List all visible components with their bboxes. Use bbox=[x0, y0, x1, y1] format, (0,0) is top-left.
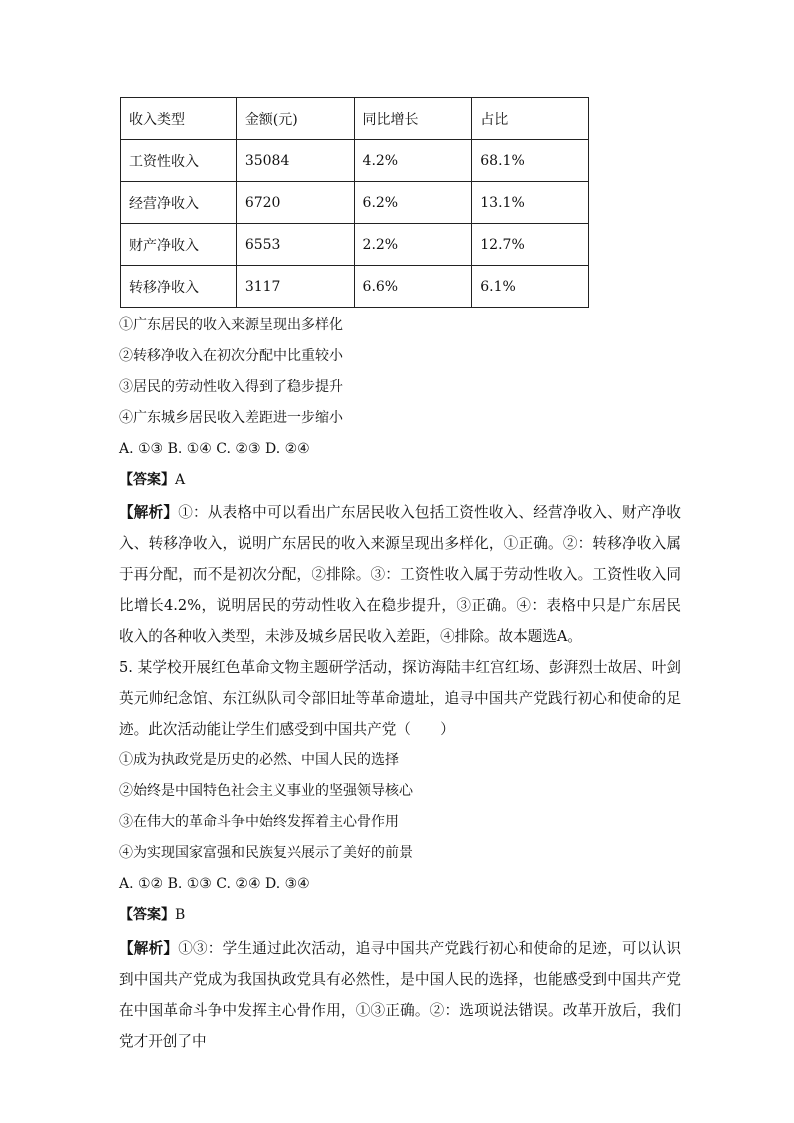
table-cell: 35084 bbox=[236, 140, 354, 182]
table-cell: 6.6% bbox=[354, 266, 472, 308]
q5-statement: ③在伟大的革命斗争中始终发挥着主心骨作用 bbox=[119, 814, 399, 830]
answer-value: A bbox=[175, 472, 186, 488]
table-cell: 6553 bbox=[236, 224, 354, 266]
q4-analysis bbox=[119, 497, 681, 652]
analysis-tag: 【解析】 bbox=[119, 940, 179, 957]
table-header-cell: 占比 bbox=[472, 98, 589, 140]
table-cell: 3117 bbox=[236, 266, 354, 308]
q5-statement: ②始终是中国特色社会主义事业的坚强领导核心 bbox=[119, 783, 413, 799]
q5-statement: ④为实现国家富强和民族复兴展示了美好的前景 bbox=[119, 845, 413, 861]
table-header-row bbox=[121, 98, 589, 140]
table-cell: 13.1% bbox=[472, 182, 589, 224]
q4-options: A. ①③ B. ①④ C. ②③ D. ②④ bbox=[119, 441, 310, 457]
q4-statement: ①广东居民的收入来源呈现出多样化 bbox=[119, 317, 343, 333]
answer-value: B bbox=[175, 907, 186, 923]
table-row bbox=[121, 140, 589, 182]
q5-question: 5. 某学校开展红色革命文物主题研学活动，探访海陆丰红宫红场、彭湃烈士故居、叶剑英元帅纪念馆、东江纵队司令部旧址等革命遗址，追寻中国共产党践行初心和使命的足迹。此次活动能让学生们感受到中国共产党（ ） bbox=[119, 659, 681, 738]
table-cell: 经营净收入 bbox=[121, 182, 237, 224]
table-cell: 财产净收入 bbox=[121, 224, 237, 266]
analysis-text: ①③：学生通过此次活动，追寻中国共产党践行初心和使命的足迹，可以认识到中国共产党成为我国执政党具有必然性，是中国人民的选择，也能感受到中国共产党在中国革命斗争中发挥主心骨作用，①③正确。②：选项说法错误。改革开放后，我们党才开创了中 bbox=[119, 940, 681, 1050]
table-cell: 2.2% bbox=[354, 224, 472, 266]
table-cell: 6720 bbox=[236, 182, 354, 224]
table-cell: 6.1% bbox=[472, 266, 589, 308]
table-header-cell: 金额(元) bbox=[236, 98, 354, 140]
q4-statement: ③居民的劳动性收入得到了稳步提升 bbox=[119, 379, 343, 395]
q4-answer bbox=[119, 470, 185, 490]
table-cell: 6.2% bbox=[354, 182, 472, 224]
table-cell: 12.7% bbox=[472, 224, 589, 266]
table-cell: 68.1% bbox=[472, 140, 589, 182]
table-row bbox=[121, 224, 589, 266]
table-cell: 工资性收入 bbox=[121, 140, 237, 182]
table-cell: 转移净收入 bbox=[121, 266, 237, 308]
table-header-cell: 收入类型 bbox=[121, 98, 237, 140]
table-header-cell: 同比增长 bbox=[354, 98, 472, 140]
table-row bbox=[121, 266, 589, 308]
q4-statement: ④广东城乡居民收入差距进一步缩小 bbox=[119, 410, 343, 426]
answer-tag: 【答案】 bbox=[119, 472, 175, 488]
analysis-tag: 【解析】 bbox=[119, 504, 179, 521]
q5-analysis bbox=[119, 933, 681, 1057]
q5-options: A. ①② B. ①③ C. ②④ D. ③④ bbox=[119, 876, 310, 892]
q4-statement: ②转移净收入在初次分配中比重较小 bbox=[119, 348, 343, 364]
income-table bbox=[120, 97, 589, 308]
q5-statement: ①成为执政党是历史的必然、中国人民的选择 bbox=[119, 752, 399, 768]
q5-answer bbox=[119, 905, 185, 925]
analysis-text: ①：从表格中可以看出广东居民收入包括工资性收入、经营净收入、财产净收入、转移净收入，说明广东居民的收入来源呈现出多样化，①正确。②：转移净收入属于再分配，而不是初次分配，②排除。③：工资性收入属于劳动性收入。工资性收入同比增长4.2%，说明居民的劳动性收入在稳步提升，③正确。④：表格中只是广东居民收入的各种收入类型，未涉及城乡居民收入差距，④排除。故本题选A。 bbox=[119, 504, 681, 645]
answer-tag: 【答案】 bbox=[119, 907, 175, 923]
table-cell: 4.2% bbox=[354, 140, 472, 182]
table-row bbox=[121, 182, 589, 224]
